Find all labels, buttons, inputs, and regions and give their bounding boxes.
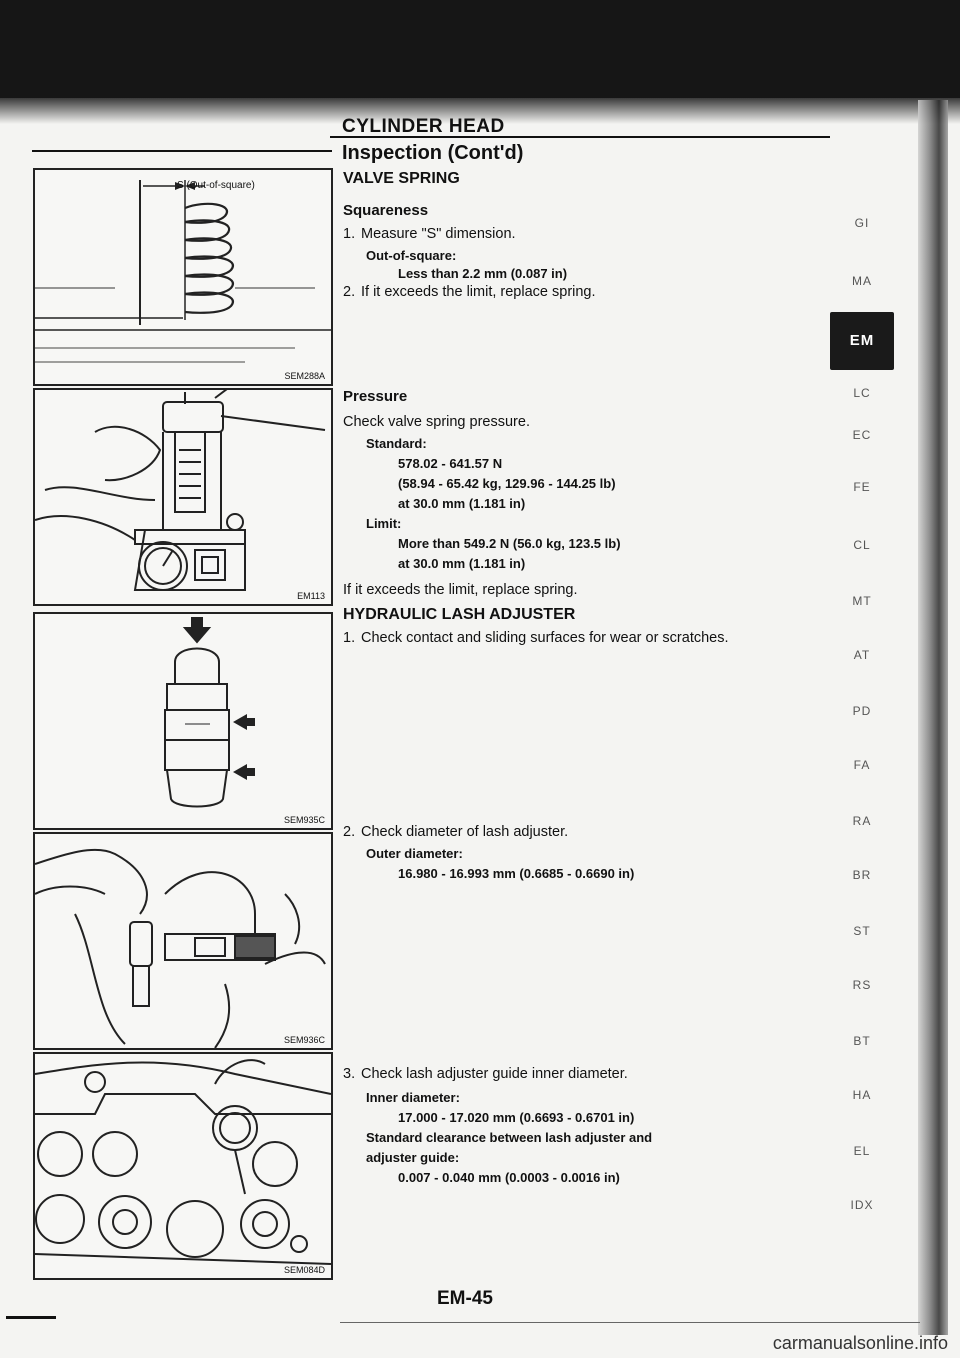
clearance-value: 0.007 - 0.040 mm (0.0003 - 0.0016 in) [398,1170,620,1185]
top-dark-band [0,0,960,112]
figure-lash-adjuster [33,612,333,830]
tab-el[interactable]: EL [853,1144,871,1158]
tab-cl[interactable]: CL [853,538,871,552]
limit-value-1: More than 549.2 N (56.0 kg, 123.5 lb) [398,536,621,551]
standard-label: Standard: [366,436,427,451]
standard-value-1: 578.02 - 641.57 N [398,456,503,471]
spring-tester-illustration [35,390,331,604]
figure-spring-pressure-tester [33,388,333,606]
tab-idx[interactable]: IDX [850,1198,874,1212]
fig-caption-out-of-square: S (Out-of-square) [177,180,255,191]
micrometer-illustration [35,834,331,1048]
outer-diameter-value: 16.980 - 16.993 mm (0.6685 - 0.6690 in) [398,866,635,881]
spring-squareness-illustration [35,170,331,384]
tab-gi[interactable]: GI [854,216,870,230]
clearance-label-1: Standard clearance between lash adjuster and [366,1130,653,1145]
footer-mark [6,1316,56,1319]
tab-ma[interactable]: MA [852,274,872,288]
page-heading: Inspection (Cont'd) [342,142,524,164]
pressure-intro: Check valve spring pressure. [343,414,530,430]
figure-label: SEM288A [284,371,325,381]
tab-fe[interactable]: FE [853,480,871,494]
tab-lc[interactable]: LC [853,386,871,400]
tab-rs[interactable]: RS [852,978,872,992]
tab-pd[interactable]: PD [852,704,872,718]
right-edge-shadow [918,100,948,1335]
out-of-square-label: Out-of-square: [366,248,457,263]
lash-step-3: 3. Check lash adjuster guide inner diameter. [343,1066,628,1082]
page-number: EM-45 [437,1288,493,1309]
tab-ra[interactable]: RA [852,814,872,828]
inner-diameter-label: Inner diameter: [366,1090,460,1105]
tab-ec[interactable]: EC [852,428,872,442]
lash-adjuster-illustration [35,614,331,828]
figure-label: SEM935C [283,815,325,825]
bore-gauge-illustration [35,1054,331,1278]
inner-diameter-value: 17.000 - 17.020 mm (0.6693 - 0.6701 in) [398,1110,635,1125]
tab-bt[interactable]: BT [853,1034,871,1048]
left-column-rule [32,150,332,152]
figure-micrometer-measurement [33,832,333,1050]
pressure-after: If it exceeds the limit, replace spring. [343,582,578,598]
section-title: CYLINDER HEAD [342,116,505,137]
tab-ha[interactable]: HA [852,1088,872,1102]
out-of-square-value: Less than 2.2 mm (0.087 in) [398,266,568,281]
standard-value-3: at 30.0 mm (1.181 in) [398,496,526,511]
clearance-label-2: adjuster guide: [366,1150,460,1165]
outer-diameter-label: Outer diameter: [366,846,463,861]
valve-spring-heading: VALVE SPRING [343,170,460,187]
tab-fa[interactable]: FA [853,758,871,772]
tab-br[interactable]: BR [852,868,872,882]
lash-step-1: 1. Check contact and sliding surfaces for wear or scratches. [343,630,729,646]
watermark: carmanualsonline.info [772,1333,948,1353]
squareness-heading: Squareness [343,202,429,219]
squareness-step-1: 1. Measure "S" dimension. [343,226,516,242]
figure-label: EM113 [297,591,325,601]
figure-label: SEM084D [283,1265,325,1275]
squareness-step-2: 2. If it exceeds the limit, replace spring. [343,284,596,300]
lash-step-2: 2. Check diameter of lash adjuster. [343,824,569,840]
limit-value-2: at 30.0 mm (1.181 in) [398,556,526,571]
pressure-heading: Pressure [343,388,408,405]
tab-st[interactable]: ST [853,924,871,938]
figure-label: SEM936C [283,1035,325,1045]
tab-em[interactable]: EM [830,312,894,370]
footer-rule [340,1322,920,1323]
standard-value-2: (58.94 - 65.42 kg, 129.96 - 144.25 lb) [398,476,616,491]
tab-at[interactable]: AT [853,648,871,662]
limit-label: Limit: [366,516,402,531]
figure-guide-bore-gauge [33,1052,333,1280]
tab-mt[interactable]: MT [852,594,872,608]
lash-adjuster-heading: HYDRAULIC LASH ADJUSTER [343,606,576,623]
figure-spring-squareness [33,168,333,386]
